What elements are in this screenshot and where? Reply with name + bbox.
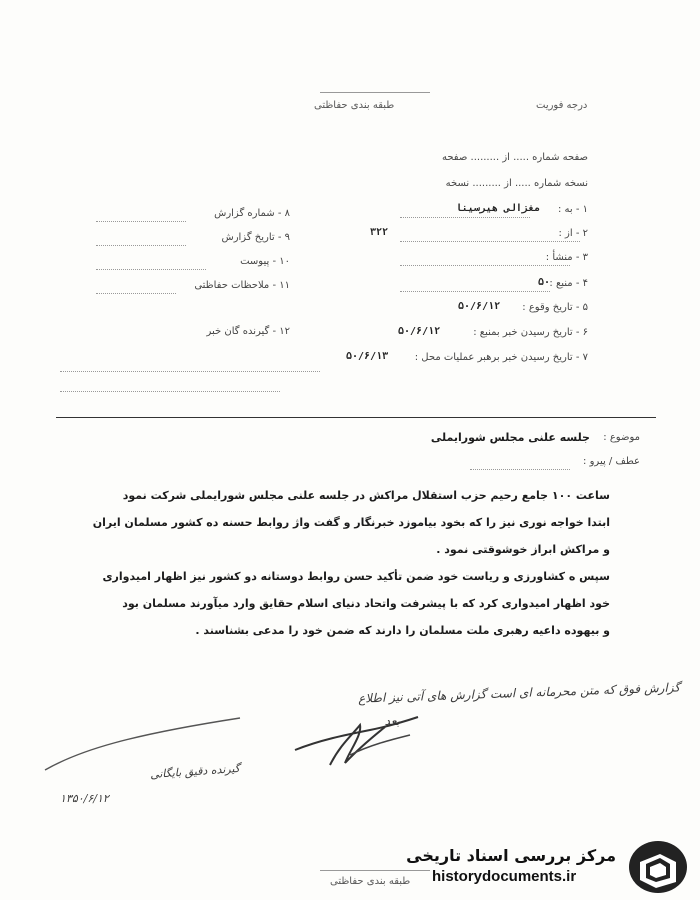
field-source-value: ۵۰ bbox=[537, 277, 550, 288]
logo-name-fa: مرکز بررسی اسناد تاریخی bbox=[406, 846, 616, 865]
body-line-6: و بیهوده داعیه رهبری ملت مسلمان را دارند که ضمن خود را مدعی بشناسند . bbox=[195, 624, 610, 637]
field-operations-receipt-date-value: ۵۰/۶/۱۳ bbox=[346, 351, 389, 362]
logo-site: historydocuments.ir bbox=[432, 868, 577, 885]
body-line-2: ابتدا خواجه نوری نیز را که بخود بیاموزد خبرنگار و گفت واژ روابط حسنه ده کشور مسلمان ایران bbox=[92, 516, 610, 529]
handwritten-signature-note: گیرنده دقیق بایگانی bbox=[149, 761, 241, 782]
handwritten-date: ۱۳۵۰/۶/۱۲ bbox=[60, 792, 109, 805]
footer-line bbox=[320, 870, 430, 871]
reference-dots bbox=[470, 468, 570, 470]
field-to-label: ۱ - به : bbox=[557, 204, 588, 215]
field-operations-receipt-date-label: ۷ - تاریخ رسیدن خبر برهبر عملیات محل : bbox=[414, 352, 588, 363]
reference-label: عطف / پیرو : bbox=[583, 456, 640, 467]
field-source-receipt-date-label: ۶ - تاریخ رسیدن خبر بمنبع : bbox=[473, 327, 588, 338]
field-from-value: ۳۲۲ bbox=[369, 227, 388, 238]
body-line-4: سپس ه کشاورزی و ریاست خود ضمن تأکید حسن روابط دوستانه دو کشور نیز اظهار امیدواری bbox=[102, 570, 610, 583]
field-source-label: ۴ - منبع : bbox=[549, 278, 588, 289]
header-degree: درجه فوریت bbox=[536, 100, 588, 111]
field-from-dots bbox=[400, 240, 580, 242]
top-classification-line bbox=[320, 92, 430, 93]
section-divider bbox=[56, 417, 656, 418]
copy-number-line: نسخه شماره ..... از ......... نسخه bbox=[445, 178, 588, 189]
field-security-notes-dots bbox=[96, 292, 176, 294]
body-line-1: ساعت ۱۰۰ جامع رحیم حزب استقلال مراکش در جلسه علنی مجلس شورایملی شرکت نمود bbox=[122, 489, 610, 502]
field-to-dots bbox=[400, 216, 530, 218]
field-recipients-dots bbox=[60, 370, 320, 372]
header-classification: طبقه بندی حفاظتی bbox=[314, 100, 395, 111]
footer-classification: طبقه بندی حفاظتی bbox=[330, 876, 411, 887]
handwritten-note: گزارش فوق که متن محرمانه ای است گزارش های آتی نیز اطلاع bbox=[357, 680, 681, 706]
handwritten-note-2: بعد bbox=[384, 714, 400, 728]
signature-scribble bbox=[290, 705, 430, 775]
body-line-3: و مراکش ابراز خوشوقتی نمود . bbox=[436, 543, 610, 556]
field-report-date-dots bbox=[96, 244, 186, 246]
field-origin-label: ۳ - منشأ : bbox=[545, 252, 588, 263]
field-recipients-dots-2 bbox=[60, 390, 280, 392]
field-attachment-label: ۱۰ - پیوست bbox=[240, 256, 290, 267]
field-origin-dots bbox=[400, 264, 570, 266]
page-number-line: صفحه شماره ..... از ......... صفحه bbox=[441, 152, 588, 163]
field-to-value: مغزالی هیرسینا bbox=[455, 203, 540, 214]
field-event-date-label: ۵ - تاریخ وقوع : bbox=[522, 302, 588, 313]
field-report-number-dots bbox=[96, 220, 186, 222]
field-recipients-label: ۱۲ - گیرنده گان خبر bbox=[206, 326, 290, 337]
document-center-emblem-icon bbox=[626, 838, 690, 896]
field-event-date-value: ۵۰/۶/۱۲ bbox=[458, 301, 501, 312]
field-attachment-dots bbox=[96, 268, 206, 270]
field-report-date-label: ۹ - تاریخ گزارش bbox=[221, 232, 290, 243]
field-source-receipt-date-value: ۵۰/۶/۱۲ bbox=[398, 326, 441, 337]
subject-value: جلسه علنی مجلس شورایملی bbox=[430, 431, 590, 444]
field-report-number-label: ۸ - شماره گزارش bbox=[214, 208, 290, 219]
subject-label: موضوع : bbox=[603, 432, 640, 443]
body-line-5: خود اظهار امیدواری کرد که با پیشرفت واتحاد دنیای اسلام حقایق وارد میآورند مسلمان بود bbox=[122, 597, 610, 610]
field-source-dots bbox=[400, 290, 550, 292]
field-from-label: ۲ - از : bbox=[558, 228, 588, 239]
field-security-notes-label: ۱۱ - ملاحظات حفاظتی bbox=[194, 280, 290, 291]
